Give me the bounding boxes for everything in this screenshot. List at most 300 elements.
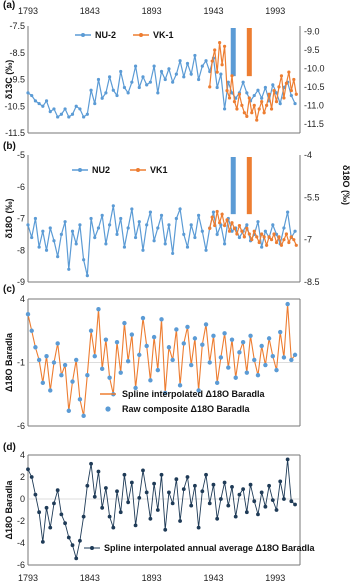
annual-point [263, 505, 267, 509]
annual-point [126, 500, 130, 504]
annual-point [137, 496, 141, 500]
data-point [141, 249, 144, 252]
data-point [245, 227, 248, 230]
y-tick-label: -2 [16, 516, 25, 526]
data-point [272, 89, 275, 92]
raw-point [170, 358, 174, 362]
bottom-axis-tick-label: 1893 [141, 573, 162, 583]
raw-point [274, 368, 278, 372]
annual-point [271, 498, 275, 502]
annual-point [156, 508, 160, 512]
data-point [253, 94, 256, 97]
data-point [193, 54, 196, 57]
raw-point [122, 321, 126, 325]
data-point [282, 226, 285, 229]
annual-point [182, 487, 186, 491]
annual-point [293, 503, 297, 507]
raw-point [81, 414, 85, 418]
data-point [293, 230, 296, 233]
data-point [182, 75, 185, 78]
y-right-tick-label: -10.5 [304, 81, 325, 92]
y-axis-label: Δ18O Baradla [4, 480, 14, 540]
legend-label: Spline interpolated Δ18O Baradla [122, 389, 265, 399]
data-point [56, 255, 59, 258]
data-point [263, 111, 266, 114]
data-point [295, 93, 298, 96]
data-point [218, 221, 221, 224]
data-point [115, 94, 118, 97]
data-point [260, 245, 263, 248]
data-point [282, 238, 285, 241]
y-right-tick-label: -10.0 [304, 63, 325, 74]
raw-point [234, 376, 238, 380]
data-point [119, 217, 122, 220]
data-point [197, 78, 200, 81]
data-point [60, 233, 63, 236]
data-point [197, 214, 200, 217]
data-point [75, 242, 78, 245]
annual-point [230, 485, 234, 489]
y-tick-label: -5 [16, 150, 25, 160]
data-point [153, 65, 156, 68]
raw-point [126, 359, 130, 363]
raw-point [37, 358, 41, 362]
data-point [156, 226, 159, 229]
raw-point [74, 358, 78, 362]
annual-point [212, 483, 216, 487]
data-point [41, 105, 44, 108]
data-point [201, 230, 204, 233]
data-point [89, 217, 92, 220]
data-point [156, 91, 159, 94]
raw-point [263, 363, 267, 367]
data-point [248, 232, 251, 235]
top-axis-tick-label: 1793 [17, 6, 39, 16]
raw-point [271, 354, 275, 358]
data-point [145, 83, 148, 86]
data-point [225, 89, 228, 92]
data-point [78, 107, 81, 110]
data-point [160, 214, 163, 217]
raw-point [248, 334, 252, 338]
data-point [89, 89, 92, 92]
raw-point [107, 376, 111, 380]
y-axis-label: Δ18O Baradla [4, 333, 14, 392]
raw-point [93, 354, 97, 358]
annual-point [163, 528, 167, 532]
data-point [245, 115, 248, 118]
annual-point [178, 519, 182, 523]
data-point [167, 223, 170, 226]
data-point [216, 210, 219, 213]
raw-point [282, 355, 286, 359]
data-point [97, 78, 100, 81]
data-point [243, 111, 246, 114]
data-point [230, 74, 233, 77]
data-point [223, 107, 226, 110]
annual-point [267, 484, 271, 488]
raw-point [215, 381, 219, 385]
data-point [223, 45, 226, 48]
data-point [182, 233, 185, 236]
raw-point [70, 379, 74, 383]
data-point [233, 100, 236, 103]
panel-b-oxygen-isotope [3, 141, 351, 287]
raw-point [245, 370, 249, 374]
annual-point [167, 491, 171, 495]
data-point [290, 94, 293, 97]
data-point [223, 224, 226, 227]
annual-point [104, 486, 108, 490]
raw-point [208, 360, 212, 364]
annual-point [160, 473, 164, 477]
legend-marker [90, 546, 94, 550]
data-point [41, 230, 44, 233]
data-point [101, 214, 104, 217]
data-point [60, 113, 63, 116]
data-point [204, 59, 207, 62]
data-point [275, 241, 278, 244]
data-point [293, 102, 296, 105]
raw-point [211, 334, 215, 338]
data-point [256, 220, 259, 223]
data-point [167, 67, 170, 70]
y-tick-label: 2 [19, 472, 25, 482]
data-point [265, 244, 268, 247]
data-point [153, 239, 156, 242]
raw-point [293, 353, 297, 357]
data-point [245, 223, 248, 226]
annual-point [149, 517, 153, 521]
annual-point [63, 521, 67, 525]
raw-point [115, 340, 119, 344]
annual-point [204, 473, 208, 477]
data-point [258, 107, 261, 110]
annual-point [174, 477, 178, 481]
data-point [30, 236, 33, 239]
raw-point [285, 302, 289, 306]
data-point [101, 97, 104, 100]
annual-point [56, 488, 60, 492]
legend-marker [136, 168, 140, 172]
legend-marker [105, 406, 110, 411]
y-right-tick-label: -9.5 [304, 44, 320, 55]
raw-point [148, 378, 152, 382]
raw-point [200, 343, 204, 347]
annual-point [286, 458, 290, 462]
raw-point [159, 317, 163, 321]
annual-point [45, 506, 49, 510]
data-point [287, 241, 290, 244]
raw-point [259, 344, 263, 348]
raw-point [100, 367, 104, 371]
y-tick-label: -9 [16, 277, 25, 287]
data-point [34, 217, 37, 220]
data-point [287, 71, 290, 74]
data-point [233, 227, 236, 230]
annual-point [134, 524, 138, 528]
data-point [149, 81, 152, 84]
data-point [248, 96, 251, 99]
y-tick-label: -8 [16, 245, 25, 256]
annual-point [186, 475, 190, 479]
raw-point [130, 332, 134, 336]
annual-point [123, 473, 127, 477]
y-tick-label: -6 [16, 421, 25, 431]
data-point [225, 218, 228, 221]
data-point [211, 215, 214, 218]
data-point [218, 41, 221, 44]
data-point [212, 211, 215, 214]
data-point [260, 232, 263, 235]
y-right-tick-label: -4 [304, 150, 313, 160]
data-point [240, 230, 243, 233]
annual-point [119, 510, 123, 514]
annual-point [282, 497, 286, 501]
data-point [213, 48, 216, 51]
annual-point [193, 484, 197, 488]
annual-point [26, 467, 30, 471]
data-point [145, 223, 148, 226]
data-point [292, 238, 295, 241]
data-point [141, 75, 144, 78]
data-point [292, 78, 295, 81]
data-point [134, 236, 137, 239]
data-point [138, 86, 141, 89]
data-point [271, 83, 274, 86]
data-point [242, 81, 245, 84]
y-tick-label: -11.5 [5, 128, 25, 138]
raw-point [230, 337, 234, 341]
annual-point [93, 495, 97, 499]
panel-label: (d) [3, 442, 16, 453]
y-tick-label: -7.5 [9, 21, 25, 31]
data-point [104, 242, 107, 245]
legend-label: VK1 [150, 165, 168, 175]
data-point [267, 93, 270, 96]
data-point [75, 105, 78, 108]
data-point [71, 113, 74, 116]
legend-label: NU-2 [95, 30, 117, 40]
raw-point [41, 381, 45, 385]
annual-point [34, 493, 38, 497]
annual-point [189, 504, 193, 508]
data-point [201, 65, 204, 68]
raw-point [89, 329, 93, 333]
raw-point [185, 325, 189, 329]
raw-point [256, 373, 260, 377]
data-point [186, 62, 189, 65]
annual-point [226, 504, 230, 508]
data-point [216, 86, 219, 89]
data-point [275, 100, 278, 103]
data-point [238, 236, 241, 239]
raw-point [104, 337, 108, 341]
panel-label: (b) [3, 141, 16, 152]
data-point [186, 245, 189, 248]
annual-point [256, 513, 260, 517]
annual-point [48, 526, 52, 530]
annual-point [200, 489, 204, 493]
data-point [238, 93, 241, 96]
data-point [115, 233, 118, 236]
data-point [63, 220, 66, 223]
data-point [49, 226, 52, 229]
data-point [108, 223, 111, 226]
data-point [243, 235, 246, 238]
annual-point [100, 506, 104, 510]
annual-point [215, 517, 219, 521]
data-point [130, 81, 133, 84]
data-point [235, 232, 238, 235]
data-point [52, 107, 55, 110]
annual-point [219, 497, 223, 501]
annual-point [278, 480, 282, 484]
y-right-tick-label: -7 [304, 234, 313, 245]
top-axis-tick-label: 1993 [265, 6, 286, 16]
annual-point [59, 513, 63, 517]
data-point [190, 223, 193, 226]
annual-point [249, 483, 253, 487]
y-tick-label: -8.5 [9, 47, 25, 58]
raw-point [241, 340, 245, 344]
highlight-bar [231, 157, 236, 214]
raw-point [96, 307, 100, 311]
panel-a-carbon-isotope [3, 0, 325, 138]
annual-point [152, 482, 156, 486]
bottom-axis-tick-label: 1843 [79, 573, 100, 583]
data-point [204, 249, 207, 252]
raw-point [167, 345, 171, 349]
y-right-tick-label: -11.0 [304, 100, 324, 111]
data-point [127, 91, 130, 94]
data-point [260, 97, 263, 100]
raw-point [33, 345, 37, 349]
raw-point [52, 360, 56, 364]
data-point [26, 91, 29, 94]
raw-point [67, 409, 71, 413]
data-point [164, 242, 167, 245]
data-point [211, 59, 214, 62]
y-right-tick-label: -8.5 [304, 277, 320, 287]
top-axis-tick-label: 1843 [79, 6, 100, 16]
data-point [149, 211, 152, 214]
data-point [78, 223, 81, 226]
raw-point [204, 322, 208, 326]
raw-point [189, 363, 193, 367]
raw-point [156, 368, 160, 372]
data-point [290, 235, 293, 238]
y-tick-label: -6 [16, 560, 25, 570]
data-point [235, 107, 238, 110]
legend-marker [139, 33, 143, 37]
raw-point [182, 341, 186, 345]
raw-point [237, 350, 241, 354]
bottom-axis-tick-label: 1993 [265, 573, 286, 583]
data-point [253, 230, 256, 233]
data-point [277, 85, 280, 88]
annual-point [130, 481, 134, 485]
annual-point [41, 540, 45, 544]
data-point [123, 86, 126, 89]
data-point [45, 249, 48, 252]
data-point [228, 230, 231, 233]
raw-point [226, 365, 230, 369]
annual-point [238, 493, 242, 497]
annual-point [52, 502, 56, 506]
bottom-axis-tick-label: 1943 [203, 573, 224, 583]
panel-d-annual-average [3, 442, 316, 570]
annual-point [260, 491, 264, 495]
raw-point [26, 312, 30, 316]
data-point [208, 85, 211, 88]
panel-c-composite-oxygen [3, 284, 300, 431]
top-x-axis [18, 6, 285, 16]
annual-point [78, 539, 82, 543]
y-axis-label: δ18O (‰) [4, 198, 14, 239]
data-point [30, 94, 33, 97]
data-point [282, 96, 285, 99]
data-point [160, 70, 163, 73]
annual-point [208, 502, 212, 506]
data-point [112, 204, 115, 207]
data-point [82, 115, 85, 118]
raw-point [193, 336, 197, 340]
raw-point [144, 344, 148, 348]
data-point [221, 213, 224, 216]
bottom-x-axis [18, 573, 285, 583]
data-point [272, 232, 275, 235]
data-point [230, 221, 233, 224]
data-point [280, 244, 283, 247]
data-point [178, 207, 181, 210]
annual-point [197, 526, 201, 530]
panel-label: (c) [3, 284, 16, 295]
y-tick-label: -7 [16, 213, 25, 224]
data-point [271, 223, 274, 226]
data-point [280, 74, 283, 77]
data-point [213, 224, 216, 227]
annual-point [82, 515, 86, 519]
data-point [86, 113, 89, 116]
raw-point [174, 327, 178, 331]
y-tick-label: 4 [19, 450, 25, 460]
annual-point [245, 510, 249, 514]
data-point [295, 244, 298, 247]
right-y-axis-label: δ18O (‰) [341, 165, 351, 205]
annual-point [74, 557, 78, 561]
raw-point [178, 383, 182, 387]
y-right-tick-label: -9.0 [304, 26, 320, 37]
data-point [238, 224, 241, 227]
annual-point [289, 499, 293, 503]
annual-point [141, 469, 145, 473]
highlight-bar [247, 157, 252, 214]
data-point [193, 236, 196, 239]
annual-point [71, 543, 75, 547]
data-point [253, 104, 256, 107]
top-axis-tick-label: 1893 [141, 6, 162, 16]
annual-point [252, 499, 256, 503]
y-right-tick-label: -5.5 [304, 192, 320, 203]
raw-point [59, 373, 63, 377]
annual-point [115, 489, 119, 493]
data-point [171, 252, 174, 255]
annual-point [171, 502, 175, 506]
data-point [49, 110, 52, 113]
data-point [228, 96, 231, 99]
data-point [104, 91, 107, 94]
